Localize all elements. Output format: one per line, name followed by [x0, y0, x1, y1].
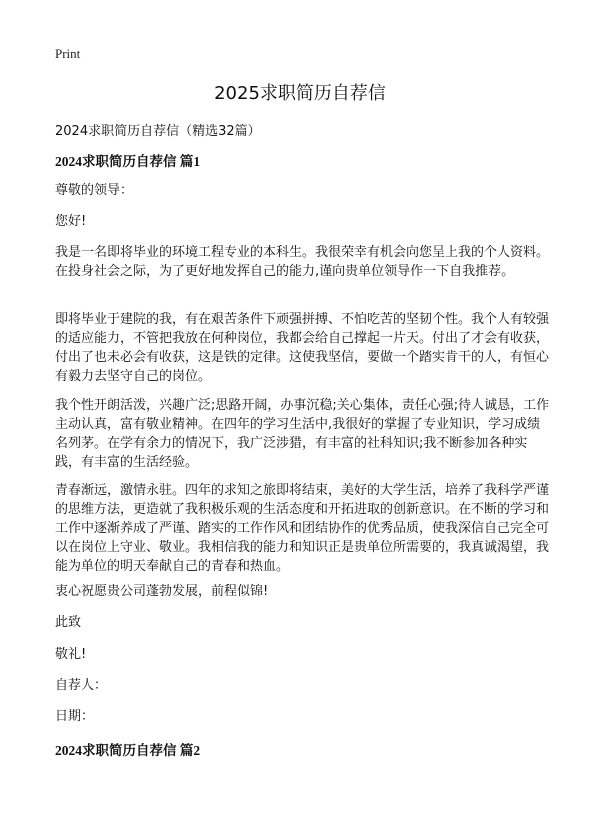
body-paragraph-1: 我是一名即将毕业的环境工程专业的本科生。我很荣幸有机会向您呈上我的个人资料。在投身社会之际，为了更好地发挥自己的能力,谨向贵单位领导作一下自我推荐。	[55, 245, 550, 279]
closing-line-1: 此致	[55, 615, 82, 630]
document-subtitle: 2024求职简历自荐信（精选32篇）	[55, 124, 261, 139]
body-paragraph-3: 我个性开朗活泼，兴趣广泛;思路开阔，办事沉稳;关心集体，责任心强;待人诚恳，工作主动认真，富有敬业精神。在四年的学习生活中,我很好的掌握了专业知识，学习成绩名列茅。在学有余力的情况下，我广泛涉猎，有丰富的社科知识;我不断参加各种实践，有丰富的生活经验。	[55, 398, 550, 470]
page-title: 2025求职简历自荐信	[214, 83, 386, 104]
body-paragraph-2: 即将毕业于建院的我，有在艰苦条件下顽强拼搏、不怕吃苦的坚韧个性。我个人有较强的适应能力，不管把我放在何种岗位，我都会给自己撑起一片天。付出了才会有收获，付出了也未必会有收获，这是铁的定律。这使我坚信，要做一个踏实肯干的人，有恒心有毅力去坚守自己的岗位。	[55, 312, 550, 384]
section-heading-1: 2024求职简历自荐信 篇1	[55, 154, 201, 169]
body-paragraph-5: 衷心祝愿贵公司蓬勃发展，前程似锦!	[55, 584, 269, 599]
salutation: 尊敬的领导：	[55, 183, 134, 198]
section-heading-2: 2024求职简历自荐信 篇2	[55, 743, 201, 758]
closing-line-2: 敬礼!	[55, 647, 87, 662]
date-label: 日期：	[55, 709, 95, 724]
body-paragraph-4: 青春渐远，激情永驻。四年的求知之旅即将结束，美好的大学生活，培养了我科学严谨的思维方法，更造就了我积极乐观的生活态度和开拓进取的创新意识。在不断的学习和工作中逐渐养成了严谨、踏实的工作作风和团结协作的优秀品质，使我深信自己完全可以在岗位上守业、敬业。我相信我的能力和知识正是贵单位所需要的，我真诚渴望，我能为单位的明天奉献自己的青春和热血。	[55, 483, 550, 574]
signer-label: 自荐人：	[55, 678, 108, 693]
print-link[interactable]: Print	[55, 46, 81, 61]
greeting: 您好!	[55, 214, 87, 229]
